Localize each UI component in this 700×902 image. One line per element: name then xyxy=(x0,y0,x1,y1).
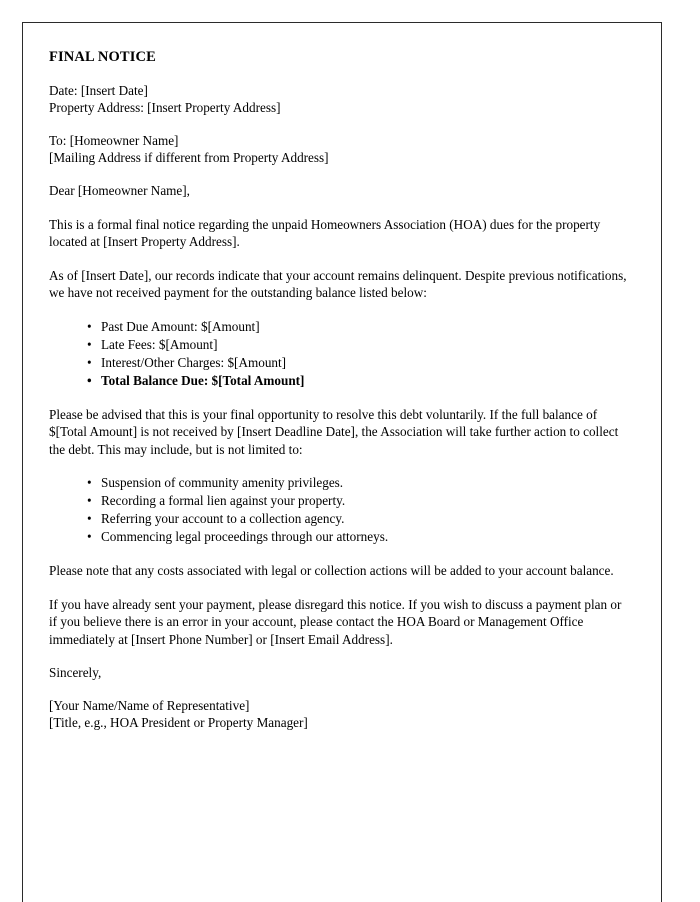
action-items-list xyxy=(49,474,627,546)
action-item: • Commencing legal proceedings through our attorneys. xyxy=(87,528,627,546)
body-paragraph-1: This is a formal final notice regarding the unpaid Homeowners Association (HOA) dues for the property located at [Insert Property Address]. xyxy=(49,216,601,249)
salutation: Dear [Homeowner Name], xyxy=(49,183,190,198)
balance-item: • Interest/Other Charges: $[Amount] xyxy=(87,354,627,372)
action-item: • Recording a formal lien against your property. xyxy=(87,492,627,510)
body-paragraph-4: Please note that any costs associated with legal or collection actions will be added to your account balance. xyxy=(49,563,614,578)
body-paragraph-3: Please be advised that this is your final opportunity to resolve this debt voluntarily. If the full balance of $[Total Amount] is not received by [Insert Deadline Date], the Association will take further action to collect the debt. This may include, but is not limited to: xyxy=(49,406,619,457)
signature-title-line: [Title, e.g., HOA President or Property Manager] xyxy=(49,715,308,730)
document-body xyxy=(49,49,627,731)
signature-block xyxy=(49,697,627,731)
recipient-to-line: To: [Homeowner Name] xyxy=(49,133,179,148)
action-item: • Referring your account to a collection agency. xyxy=(87,510,627,528)
body-paragraph-5: If you have already sent your payment, please disregard this notice. If you wish to discuss a payment plan or if you believe there is an error in your account, please contact the HOA Board or Management Office immediately at [Insert Phone Number] or [Insert Email Address]. xyxy=(49,596,622,647)
sign-off: Sincerely, xyxy=(49,665,102,680)
balance-item: • Past Due Amount: $[Amount] xyxy=(87,318,627,336)
document-title: FINAL NOTICE xyxy=(49,49,156,65)
date-line: Date: [Insert Date] xyxy=(49,83,148,98)
recipient-mailing-address-line: [Mailing Address if different from Property Address] xyxy=(49,150,329,165)
balance-item: • Total Balance Due: $[Total Amount] xyxy=(87,372,627,390)
property-address-line: Property Address: [Insert Property Address] xyxy=(49,100,281,115)
recipient-block xyxy=(49,132,627,166)
body-paragraph-2: As of [Insert Date], our records indicate that your account remains delinquent. Despite previous notifications, we have not received payment for the outstanding balance listed below: xyxy=(49,267,627,300)
balance-item: • Late Fees: $[Amount] xyxy=(87,336,627,354)
balance-items-list xyxy=(49,318,627,390)
action-item: • Suspension of community amenity privileges. xyxy=(87,474,627,492)
header-block xyxy=(49,82,627,116)
signature-name-line: [Your Name/Name of Representative] xyxy=(49,698,250,713)
document-page xyxy=(22,22,662,902)
